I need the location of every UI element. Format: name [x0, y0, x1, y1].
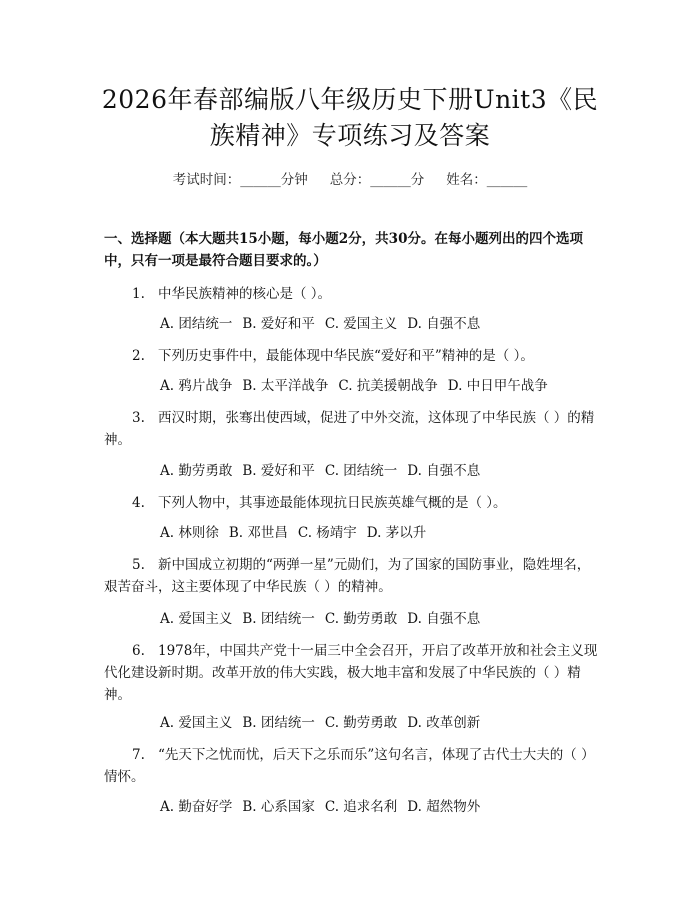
question-text: 下列人物中，其事迹最能体现抗日民族英雄气概的是（ ）。: [158, 495, 507, 511]
question-number: 1.: [132, 286, 145, 302]
option: D. 自强不息: [407, 463, 481, 479]
option: C. 爱国主义: [324, 316, 398, 332]
question-text: 1978年，中国共产党十一届三中全会召开，开启了改革开放和社会主义现代化建设新时期。改革开放的伟大实践，极大地丰富和发展了中华民族的（ ）精神。: [104, 643, 598, 703]
question-options: [160, 376, 610, 396]
question: [104, 492, 602, 514]
total-score-label: 总分：______分: [329, 172, 425, 188]
question-text: “先天下之忧而忧，后天下之乐而乐”这句名言，体现了古代士大夫的（ ）情怀。: [104, 747, 595, 785]
option: C. 勤劳勇敢: [324, 715, 398, 731]
option: C. 团结统一: [324, 463, 398, 479]
name-label: 姓名：______: [446, 172, 528, 188]
option: C. 勤劳勇敢: [324, 611, 398, 627]
question-number: 3.: [132, 410, 145, 426]
option: D. 茅以升: [366, 525, 427, 541]
option: D. 超然物外: [407, 799, 481, 815]
option: D. 自强不息: [407, 316, 481, 332]
question: [104, 407, 602, 451]
option: A. 勤奋好学: [160, 799, 233, 815]
exam-time-label: 考试时间：______分钟: [172, 172, 308, 188]
option: A. 鸦片战争: [160, 378, 233, 394]
option: B. 邓世昌: [228, 525, 288, 541]
question: [104, 744, 602, 788]
question: [104, 554, 602, 598]
option: A. 爱国主义: [160, 611, 233, 627]
question-text: 新中国成立初期的“两弹一星”元勋们，为了国家的国防事业，隐姓埋名，艰苦奋斗，这主要体现了中华民族（ ）的精神。: [104, 557, 591, 595]
question: [104, 345, 602, 367]
question-number: 7.: [132, 747, 145, 763]
question-text: 西汉时期，张骞出使西域，促进了中外交流，这体现了中华民族（ ）的精神。: [104, 410, 595, 448]
option: B. 太平洋战争: [242, 378, 329, 394]
question-text: 下列历史事件中，最能体现中华民族“爱好和平”精神的是（ ）。: [158, 348, 534, 364]
question-number: 2.: [132, 348, 145, 364]
question-options: [160, 609, 610, 629]
document-title: 2026年春部编版八年级历史下册Unit3《民族精神》专项练习及答案: [101, 85, 599, 150]
option: B. 心系国家: [242, 799, 315, 815]
question-options: [160, 461, 610, 481]
question-options: [160, 797, 610, 817]
option: D. 中日甲午战争: [447, 378, 548, 394]
question: [104, 640, 602, 706]
exam-meta: [0, 168, 700, 188]
option: B. 团结统一: [242, 611, 315, 627]
option: C. 杨靖宇: [297, 525, 357, 541]
question-options: [160, 314, 610, 334]
option: C. 抗美援朝战争: [338, 378, 438, 394]
option: A. 团结统一: [160, 316, 233, 332]
question: [104, 283, 602, 305]
question-number: 5.: [132, 557, 145, 573]
question-text: 中华民族精神的核心是（ ）。: [158, 286, 332, 302]
option: B. 爱好和平: [242, 316, 315, 332]
option: A. 勤劳勇敢: [160, 463, 233, 479]
option: D. 自强不息: [407, 611, 481, 627]
section-heading: 一、选择题（本大题共15小题，每小题2分，共30分。在每小题列出的四个选项中，只有一项是最符合题目要求的。）: [104, 231, 583, 269]
option: A. 林则徐: [160, 525, 219, 541]
question-number: 6.: [132, 643, 145, 659]
option: C. 追求名利: [324, 799, 398, 815]
question-options: [160, 523, 610, 543]
option: B. 团结统一: [242, 715, 315, 731]
question-options: [160, 713, 610, 733]
option: B. 爱好和平: [242, 463, 315, 479]
option: A. 爱国主义: [160, 715, 233, 731]
question-number: 4.: [132, 495, 145, 511]
option: D. 改革创新: [407, 715, 481, 731]
